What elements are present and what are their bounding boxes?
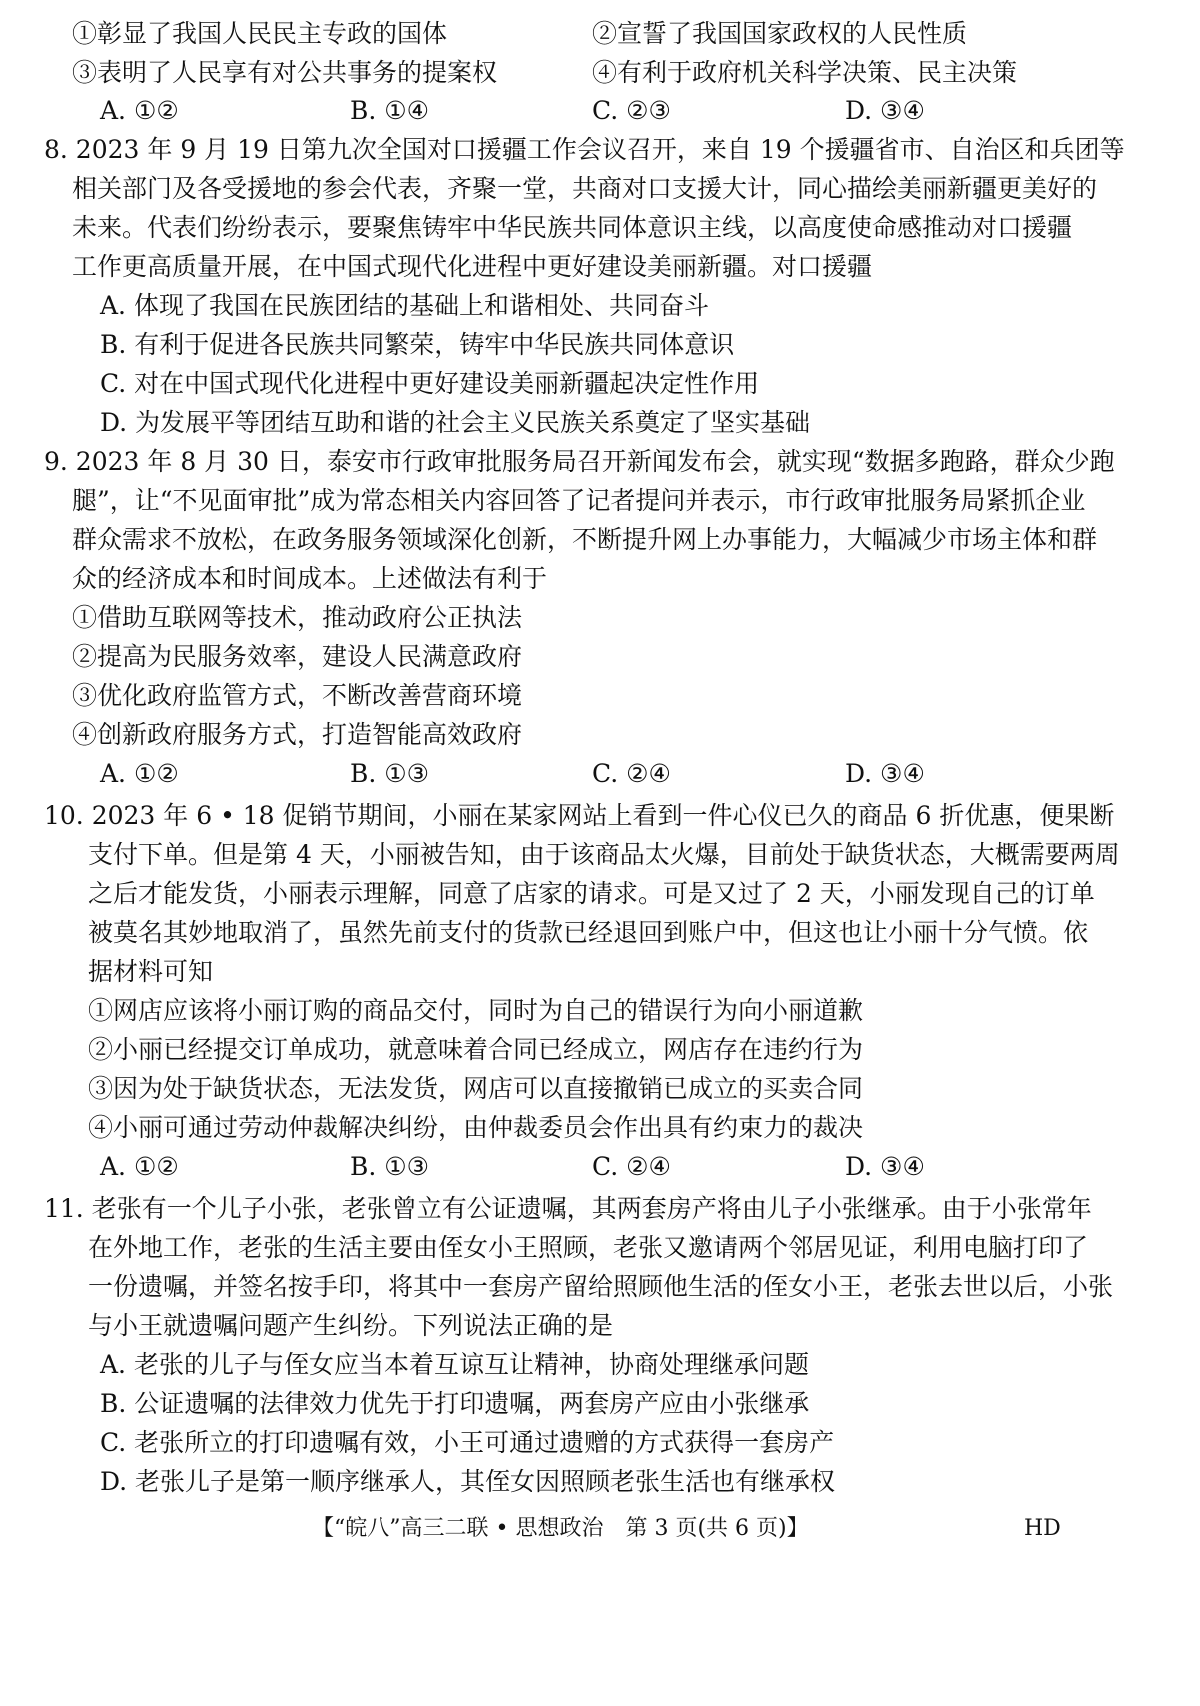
q10-statement-2: ②小丽已经提交订单成功，就意味着合同已经成立，网店存在违约行为 bbox=[88, 1035, 864, 1064]
q10-choice-a: A. ①② bbox=[100, 1152, 179, 1181]
q9-statement-4: ④创新政府服务方式，打造智能高效政府 bbox=[72, 720, 523, 749]
q10-choice-b: B. ①③ bbox=[350, 1152, 430, 1181]
q10-stem-line-1: 10. 2023 年 6 • 18 促销节期间，小丽在某家网站上看到一件心仪已久的商品 6 折优惠，便果断 bbox=[44, 801, 1115, 830]
q11-stem-line-1: 11. 老张有一个儿子小张，老张曾立有公证遗嘱，其两套房产将由儿子小张继承。由于小张常年 bbox=[44, 1194, 1092, 1223]
q8-option-d: D. 为发展平等团结互助和谐的社会主义民族关系奠定了坚实基础 bbox=[100, 408, 811, 437]
q10-stem-line-5: 据材料可知 bbox=[88, 957, 214, 986]
q11-option-a: A. 老张的儿子与侄女应当本着互谅互让精神，协商处理继承问题 bbox=[100, 1350, 809, 1379]
page-footer-code: HD bbox=[1024, 1516, 1061, 1541]
q8-stem-line-3: 未来。代表们纷纷表示，要聚焦铸牢中华民族共同体意识主线，以高度使命感推动对口援疆 bbox=[72, 213, 1073, 242]
q7-choice-a: A. ①② bbox=[100, 96, 179, 125]
q8-option-a: A. 体现了我国在民族团结的基础上和谐相处、共同奋斗 bbox=[100, 291, 709, 320]
q11-stem-line-4: 与小王就遗嘱问题产生纠纷。下列说法正确的是 bbox=[88, 1311, 614, 1340]
q8-stem-line-4: 工作更高质量开展，在中国式现代化进程中更好建设美丽新疆。对口援疆 bbox=[72, 252, 873, 281]
q9-stem-line-2: 腿”，让“不见面审批”成为常态相关内容回答了记者提问并表示，市行政审批服务局紧抓企业 bbox=[72, 486, 1086, 515]
q11-option-d: D. 老张儿子是第一顺序继承人，其侄女因照顾老张生活也有继承权 bbox=[100, 1467, 836, 1496]
q9-statement-3: ③优化政府监管方式，不断改善营商环境 bbox=[72, 681, 523, 710]
q11-option-b: B. 公证遗嘱的法律效力优先于打印遗嘱，两套房产应由小张继承 bbox=[100, 1389, 810, 1418]
q11-stem-line-3: 一份遗嘱，并签名按手印，将其中一套房产留给照顾他生活的侄女小王，老张去世以后，小张 bbox=[88, 1272, 1114, 1301]
q9-stem-line-1: 9. 2023 年 8 月 30 日，泰安市行政审批服务局召开新闻发布会，就实现“数据多跑路，群众少跑 bbox=[44, 447, 1115, 476]
q10-choice-c: C. ②④ bbox=[592, 1152, 671, 1181]
q9-stem-line-3: 群众需求不放松，在政务服务领域深化创新，不断提升网上办事能力，大幅减少市场主体和群 bbox=[72, 525, 1098, 554]
q10-stem-line-3: 之后才能发货，小丽表示理解，同意了店家的请求。可是又过了 2 天，小丽发现自己的订单 bbox=[88, 879, 1095, 908]
q9-choice-b: B. ①③ bbox=[350, 759, 430, 788]
q7-statement-1: ①彰显了我国人民民主专政的国体 bbox=[72, 19, 448, 48]
q8-stem-line-1: 8. 2023 年 9 月 19 日第九次全国对口援疆工作会议召开，来自 19 个援疆省市、自治区和兵团等 bbox=[44, 135, 1125, 164]
q7-statement-3: ③表明了人民享有对公共事务的提案权 bbox=[72, 58, 498, 87]
q7-choice-d: D. ③④ bbox=[845, 96, 925, 125]
q7-statement-2: ②宣誓了我国国家政权的人民性质 bbox=[592, 19, 968, 48]
page-footer-title: 【“皖八”高三二联 • 思想政治 第 3 页(共 6 页)】 bbox=[312, 1516, 809, 1541]
q9-choice-c: C. ②④ bbox=[592, 759, 671, 788]
q10-stem-line-2: 支付下单。但是第 4 天，小丽被告知，由于该商品太火爆，目前处于缺货状态，大概需要两周 bbox=[88, 840, 1120, 869]
q9-stem-line-4: 众的经济成本和时间成本。上述做法有利于 bbox=[72, 564, 548, 593]
q7-choice-b: B. ①④ bbox=[350, 96, 430, 125]
q7-statement-4: ④有利于政府机关科学决策、民主决策 bbox=[592, 58, 1018, 87]
q9-choice-d: D. ③④ bbox=[845, 759, 925, 788]
q10-statement-4: ④小丽可通过劳动仲裁解决纠纷，由仲裁委员会作出具有约束力的裁决 bbox=[88, 1113, 864, 1142]
q9-statement-1: ①借助互联网等技术，推动政府公正执法 bbox=[72, 603, 523, 632]
q10-statement-1: ①网店应该将小丽订购的商品交付，同时为自己的错误行为向小丽道歉 bbox=[88, 996, 864, 1025]
q10-stem-line-4: 被莫名其妙地取消了，虽然先前支付的货款已经退回到账户中，但这也让小丽十分气愤。依 bbox=[88, 918, 1089, 947]
q8-stem-line-2: 相关部门及各受援地的参会代表，齐聚一堂，共商对口支援大计，同心描绘美丽新疆更美好的 bbox=[72, 174, 1098, 203]
q11-option-c: C. 老张所立的打印遗嘱有效，小王可通过遗赠的方式获得一套房产 bbox=[100, 1428, 835, 1457]
q8-option-c: C. 对在中国式现代化进程中更好建设美丽新疆起决定性作用 bbox=[100, 369, 760, 398]
q9-statement-2: ②提高为民服务效率，建设人民满意政府 bbox=[72, 642, 523, 671]
q8-option-b: B. 有利于促进各民族共同繁荣，铸牢中华民族共同体意识 bbox=[100, 330, 735, 359]
q10-statement-3: ③因为处于缺货状态，无法发货，网店可以直接撤销已成立的买卖合同 bbox=[88, 1074, 864, 1103]
q10-choice-d: D. ③④ bbox=[845, 1152, 925, 1181]
q9-choice-a: A. ①② bbox=[100, 759, 179, 788]
q7-choice-c: C. ②③ bbox=[592, 96, 671, 125]
q11-stem-line-2: 在外地工作，老张的生活主要由侄女小王照顾，老张又邀请两个邻居见证，利用电脑打印了 bbox=[88, 1233, 1089, 1262]
